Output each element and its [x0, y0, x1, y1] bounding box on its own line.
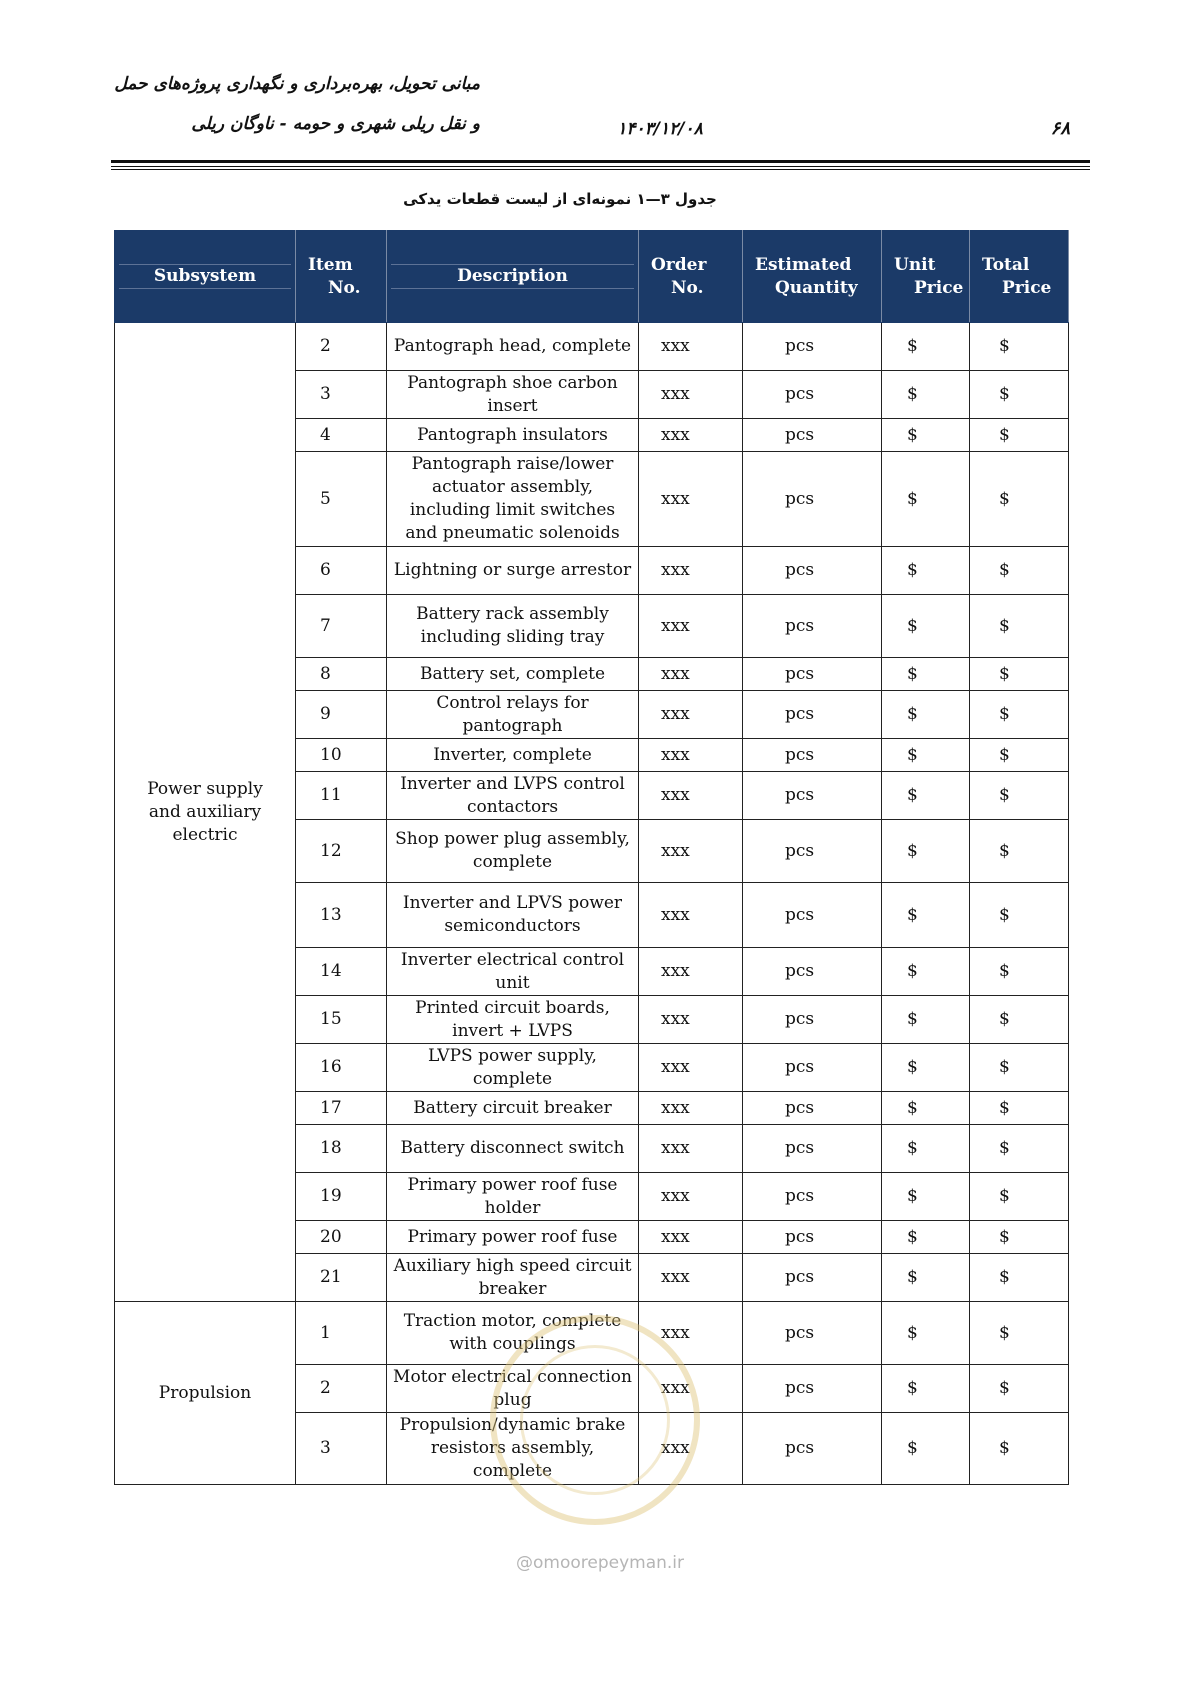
quantity-cell: pcs — [743, 547, 882, 595]
quantity-cell: pcs — [743, 1254, 882, 1302]
unit-price-cell: $ — [882, 323, 970, 371]
description-cell: Primary power roof fuse — [387, 1221, 639, 1254]
order-no-cell: xxx — [639, 1125, 743, 1173]
header-item-no: Item No. — [296, 231, 387, 323]
spare-parts-table — [114, 230, 1069, 1485]
quantity-cell: pcs — [743, 772, 882, 820]
description-cell: LVPS power supply, complete — [387, 1044, 639, 1092]
item-no-cell: 12 — [296, 820, 387, 883]
total-price-cell: $ — [970, 1092, 1069, 1125]
order-no-cell: xxx — [639, 658, 743, 691]
quantity-cell: pcs — [743, 452, 882, 547]
header-estimated-quantity: Estimated Quantity — [743, 231, 882, 323]
total-price-cell: $ — [970, 1365, 1069, 1413]
order-no-cell: xxx — [639, 547, 743, 595]
unit-price-cell: $ — [882, 1365, 970, 1413]
unit-price-cell: $ — [882, 371, 970, 419]
total-price-cell: $ — [970, 1125, 1069, 1173]
order-no-cell: xxx — [639, 1044, 743, 1092]
unit-price-cell: $ — [882, 1302, 970, 1365]
quantity-cell: pcs — [743, 658, 882, 691]
header-unit-price: Unit Price — [882, 231, 970, 323]
item-no-cell: 21 — [296, 1254, 387, 1302]
description-cell: Propulsion/dynamic brake resistors assembly, complete — [387, 1413, 639, 1485]
order-no-cell: xxx — [639, 1254, 743, 1302]
order-no-cell: xxx — [639, 820, 743, 883]
unit-price-cell: $ — [882, 739, 970, 772]
total-price-cell: $ — [970, 996, 1069, 1044]
quantity-cell: pcs — [743, 1365, 882, 1413]
quantity-cell: pcs — [743, 1173, 882, 1221]
item-no-cell: 17 — [296, 1092, 387, 1125]
order-no-cell: xxx — [639, 1302, 743, 1365]
total-price-cell: $ — [970, 948, 1069, 996]
unit-price-cell: $ — [882, 996, 970, 1044]
item-no-cell: 16 — [296, 1044, 387, 1092]
total-price-cell: $ — [970, 1173, 1069, 1221]
description-cell: Battery circuit breaker — [387, 1092, 639, 1125]
total-price-cell: $ — [970, 1254, 1069, 1302]
quantity-cell: pcs — [743, 948, 882, 996]
watermark-text: @omoorepeyman.ir — [515, 1553, 685, 1573]
running-header-title-line1: مبانی تحویل، بهره‌برداری و نگهداری پروژه‌های حمل — [114, 74, 480, 94]
item-no-cell: 11 — [296, 772, 387, 820]
header-total-price: Total Price — [970, 231, 1069, 323]
total-price-cell: $ — [970, 691, 1069, 739]
total-price-cell: $ — [970, 452, 1069, 547]
unit-price-cell: $ — [882, 883, 970, 948]
unit-price-cell: $ — [882, 595, 970, 658]
page-number: ۶۸ — [1050, 118, 1070, 139]
table-header-row — [115, 231, 1069, 323]
running-header-date: ۱۴۰۳/۱۲/۰۸ — [617, 119, 703, 139]
item-no-cell: 13 — [296, 883, 387, 948]
unit-price-cell: $ — [882, 691, 970, 739]
order-no-cell: xxx — [639, 1173, 743, 1221]
total-price-cell: $ — [970, 1413, 1069, 1485]
header-rule-thick — [111, 160, 1090, 163]
header-description: Description — [387, 231, 639, 323]
description-cell: Shop power plug assembly, complete — [387, 820, 639, 883]
quantity-cell: pcs — [743, 883, 882, 948]
unit-price-cell: $ — [882, 658, 970, 691]
item-no-cell: 1 — [296, 1302, 387, 1365]
total-price-cell: $ — [970, 1302, 1069, 1365]
header-rule-thin — [111, 166, 1090, 167]
subsystem-cell: Propulsion — [115, 1302, 296, 1485]
quantity-cell: pcs — [743, 1044, 882, 1092]
description-cell: Inverter, complete — [387, 739, 639, 772]
total-price-cell: $ — [970, 658, 1069, 691]
description-cell: Traction motor, complete with couplings — [387, 1302, 639, 1365]
description-cell: Battery disconnect switch — [387, 1125, 639, 1173]
description-cell: Battery rack assembly including sliding tray — [387, 595, 639, 658]
quantity-cell: pcs — [743, 371, 882, 419]
description-cell: Motor electrical connection plug — [387, 1365, 639, 1413]
order-no-cell: xxx — [639, 371, 743, 419]
description-cell: Printed circuit boards, invert + LVPS — [387, 996, 639, 1044]
unit-price-cell: $ — [882, 1092, 970, 1125]
quantity-cell: pcs — [743, 419, 882, 452]
unit-price-cell: $ — [882, 1254, 970, 1302]
unit-price-cell: $ — [882, 1221, 970, 1254]
quantity-cell: pcs — [743, 1092, 882, 1125]
total-price-cell: $ — [970, 371, 1069, 419]
description-cell: Lightning or surge arrestor — [387, 547, 639, 595]
order-no-cell: xxx — [639, 883, 743, 948]
quantity-cell: pcs — [743, 1302, 882, 1365]
header-order-no: Order No. — [639, 231, 743, 323]
seal-watermark — [490, 1315, 700, 1525]
order-no-cell: xxx — [639, 595, 743, 658]
unit-price-cell: $ — [882, 1044, 970, 1092]
item-no-cell: 3 — [296, 371, 387, 419]
item-no-cell: 19 — [296, 1173, 387, 1221]
description-cell: Primary power roof fuse holder — [387, 1173, 639, 1221]
item-no-cell: 2 — [296, 323, 387, 371]
item-no-cell: 9 — [296, 691, 387, 739]
description-cell: Auxiliary high speed circuit breaker — [387, 1254, 639, 1302]
description-cell: Pantograph insulators — [387, 419, 639, 452]
order-no-cell: xxx — [639, 452, 743, 547]
item-no-cell: 5 — [296, 452, 387, 547]
item-no-cell: 6 — [296, 547, 387, 595]
order-no-cell: xxx — [639, 323, 743, 371]
unit-price-cell: $ — [882, 452, 970, 547]
total-price-cell: $ — [970, 595, 1069, 658]
unit-price-cell: $ — [882, 419, 970, 452]
total-price-cell: $ — [970, 1044, 1069, 1092]
quantity-cell: pcs — [743, 996, 882, 1044]
total-price-cell: $ — [970, 820, 1069, 883]
order-no-cell: xxx — [639, 1221, 743, 1254]
total-price-cell: $ — [970, 772, 1069, 820]
total-price-cell: $ — [970, 323, 1069, 371]
quantity-cell: pcs — [743, 739, 882, 772]
total-price-cell: $ — [970, 547, 1069, 595]
order-no-cell: xxx — [639, 772, 743, 820]
header-rule-thin-2 — [111, 169, 1090, 170]
item-no-cell: 7 — [296, 595, 387, 658]
item-no-cell: 8 — [296, 658, 387, 691]
item-no-cell: 10 — [296, 739, 387, 772]
order-no-cell: xxx — [639, 1365, 743, 1413]
item-no-cell: 3 — [296, 1413, 387, 1485]
table-row — [115, 323, 1069, 371]
quantity-cell: pcs — [743, 595, 882, 658]
description-cell: Inverter and LPVS power semiconductors — [387, 883, 639, 948]
subsystem-cell: Power supply and auxiliary electric — [115, 323, 296, 1302]
description-cell: Control relays for pantograph — [387, 691, 639, 739]
order-no-cell: xxx — [639, 948, 743, 996]
unit-price-cell: $ — [882, 547, 970, 595]
quantity-cell: pcs — [743, 1221, 882, 1254]
running-header-title-line2: و نقل ریلی شهری و حومه - ناوگان ریلی — [191, 114, 480, 134]
total-price-cell: $ — [970, 1221, 1069, 1254]
item-no-cell: 14 — [296, 948, 387, 996]
description-cell: Inverter electrical control unit — [387, 948, 639, 996]
quantity-cell: pcs — [743, 323, 882, 371]
item-no-cell: 15 — [296, 996, 387, 1044]
item-no-cell: 18 — [296, 1125, 387, 1173]
quantity-cell: pcs — [743, 820, 882, 883]
table-caption: جدول ۳—۱ نمونه‌ای از لیست قطعات یدکی — [403, 190, 717, 208]
order-no-cell: xxx — [639, 691, 743, 739]
total-price-cell: $ — [970, 419, 1069, 452]
order-no-cell: xxx — [639, 739, 743, 772]
total-price-cell: $ — [970, 739, 1069, 772]
description-cell: Pantograph raise/lower actuator assembly, including limit switches and pneumatic solenoids — [387, 452, 639, 547]
order-no-cell: xxx — [639, 1413, 743, 1485]
unit-price-cell: $ — [882, 1125, 970, 1173]
item-no-cell: 2 — [296, 1365, 387, 1413]
unit-price-cell: $ — [882, 1413, 970, 1485]
unit-price-cell: $ — [882, 772, 970, 820]
total-price-cell: $ — [970, 883, 1069, 948]
header-subsystem: Subsystem — [115, 231, 296, 323]
description-cell: Inverter and LVPS control contactors — [387, 772, 639, 820]
item-no-cell: 20 — [296, 1221, 387, 1254]
item-no-cell: 4 — [296, 419, 387, 452]
quantity-cell: pcs — [743, 1125, 882, 1173]
order-no-cell: xxx — [639, 996, 743, 1044]
description-cell: Pantograph head, complete — [387, 323, 639, 371]
unit-price-cell: $ — [882, 948, 970, 996]
unit-price-cell: $ — [882, 820, 970, 883]
description-cell: Pantograph shoe carbon insert — [387, 371, 639, 419]
quantity-cell: pcs — [743, 1413, 882, 1485]
order-no-cell: xxx — [639, 1092, 743, 1125]
unit-price-cell: $ — [882, 1173, 970, 1221]
description-cell: Battery set, complete — [387, 658, 639, 691]
order-no-cell: xxx — [639, 419, 743, 452]
quantity-cell: pcs — [743, 691, 882, 739]
